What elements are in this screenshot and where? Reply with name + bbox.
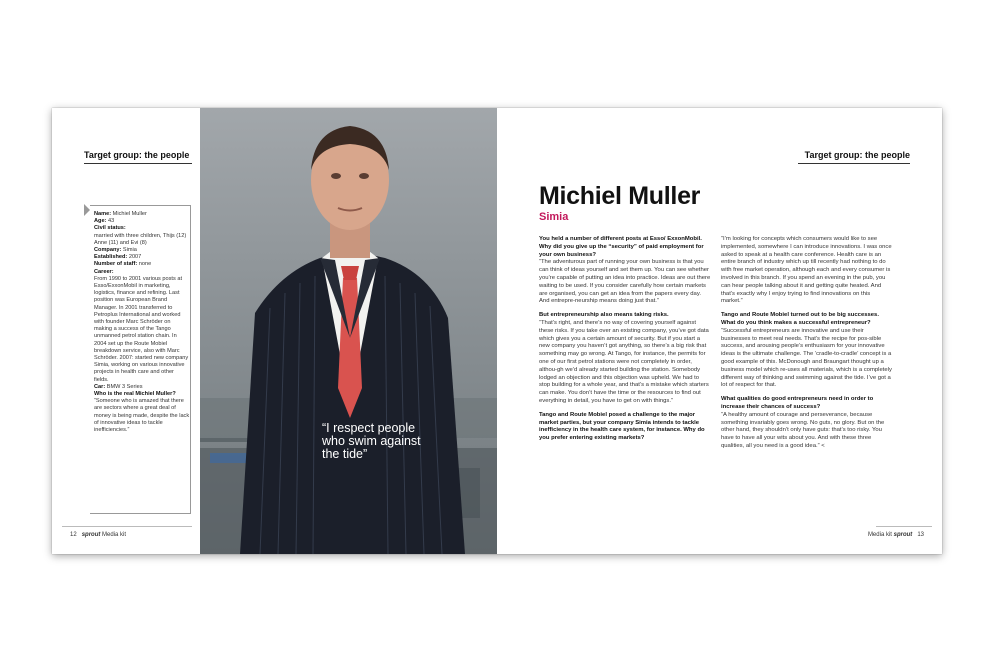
profile-company: Simia	[122, 247, 137, 254]
brand-logo: sprout	[893, 532, 913, 538]
portrait-photo	[200, 108, 497, 554]
interview-answer: “That’s right, and there’s no way of covering yourself against these risks. If you take over an existing company, you’ve got data which gives you a certain amount of security. But if you start a new company you haven’t got anything, so there’s a big risk that something may go wrong. At Tango, for instance, the permits for one of our first petrol stations were not completely in order, althou-gh we’d already started building the station. Somebody lodged an objection and this objection was upheld. We had to stop building for a whole year, and that’s a mistake which starters can make. You don’t have the time or the resources to find out everything in detail, you have to get on with things.”	[539, 319, 709, 404]
profile-real-answer: “Someone who is amazed that there are sectors where a great deal of money is being made, despite the lack of innovative ideas to tackle inefficiencies.”	[94, 398, 190, 434]
interview-answer: “A healthy amount of courage and perseverance, because something invariably goes wrong. No guts, no glory. But on the other hand, they shouldn’t only have guts: that’s too risky. You have to have all your wits about you. And with these three qualities, all you need is a good idea.” <	[721, 411, 885, 449]
section-heading: Target group: the people	[804, 150, 910, 160]
interview-question: But entrepreneurship also means taking risks.	[539, 312, 669, 319]
magazine-spread	[52, 108, 942, 554]
profile-info: Name: Michiel Muller Age: 43 Civil status: married with three children, Thijs (12) Anne (11) and Evi (8) Company: Simia Established: 2007 Number of staff: none Career: From 1990 to 2001 various posts at Esso/ExxonMobil in marketing, logistics, finance and refining. Last position was European Brand Manager. In 2001 transferred to Petroplus International and worked with founder Marc Schröder on making a success of the Tango unmanned petrol station chain. In 2004 set up the Route Mobiel breakdown service, also with Marc Schröder. 2007: started new company Simia, working on various innovative projects in health care and other fields. Car: BMW 3 Series Who is the real Michiel Muller? “Someone who is amazed that there are sectors where a great deal of money is being made, despite the lack of innovative ideas to tackle inefficiencies.”	[94, 211, 190, 434]
heading-rule	[798, 163, 910, 164]
profile-real-question: Who is the real Michiel Muller?	[94, 391, 176, 398]
portrait-illustration	[200, 108, 497, 554]
page-number: 12	[70, 532, 77, 538]
profile-car: BMW 3 Series	[106, 383, 143, 390]
interview-question: You held a number of different posts at Esso/ ExxonMobil. Why did you give up the “security” of paid employment for your own business?	[539, 236, 704, 258]
interview-answer: “I’m looking for concepts which consumers would like to see implemented, somewhere I can introduce innovations. I was once asked to speak at a health care conference. Health care is an entire branch of industry which up till recently had nothing to do with free market operation, although each and every consumer is involved in this branch. If you spend an evening in the pub, you can hear people talking about it and getting quite heated. And that’s exactly why I enjoy trying to find innovations on this market.”	[721, 236, 892, 305]
profile-civil-status: married with three children, Thijs (12) Anne (11) and Evi (8)	[94, 232, 187, 246]
article-column-2	[721, 236, 893, 457]
article-subtitle: Simia	[539, 211, 569, 223]
pull-quote: “I respect people who swim against the tide”	[322, 421, 421, 461]
footer-right: Media kit sprout 13	[867, 532, 924, 538]
interview-question: What qualities do good entrepreneurs need in order to increase their chances of success?	[721, 396, 874, 410]
article-title: Michiel Muller	[539, 182, 701, 210]
heading-rule	[84, 163, 192, 164]
article-column-1	[539, 236, 711, 449]
interview-answer: “The adventurous part of running your own business is that you can think of ideas yourself and set them up. You can see whether you’re capable of putting an idea into practice. Ideas are out there waiting to be used. If you consider carefully how certain markets are organised, you can get an idea from the papers every day. And entrepre-neurship means doing just that.”	[539, 259, 711, 305]
left-page	[52, 108, 200, 554]
profile-established: 2007	[128, 254, 142, 261]
footer-rule	[62, 526, 192, 527]
interview-question: Tango and Route Mobiel turned out to be big successes. What do you think makes a successful entrepreneur?	[721, 312, 879, 326]
section-heading: Target group: the people	[84, 150, 190, 160]
right-page	[497, 108, 942, 554]
interview-answer: “Successful entrepreneurs are innovative and use their businesses to meet real needs. That’s the recipe for pos-sible success, and arousing people’s enthusiasm for your innovative ideas is the ultimate challenge. The ‘cradle-to-cradle’ concept is a good example of this. McDonough and Braungart thought up a business model which re-uses all materials, which is a completely different way of thinking and swimming against the tide. I’ve got a lot of respect for that.	[721, 327, 892, 389]
profile-age: 43	[108, 218, 115, 225]
profile-staff: none	[138, 261, 152, 268]
profile-career: From 1990 to 2001 various posts at Esso/ExxonMobil in marketing, logistics, finance and refining. Last position was European Brand Manager. In 2001 transferred to Petroplus International and worked with founder Marc Schröder on making a success of the Tango unmanned petrol station chain. In 2004 set up the Route Mobiel breakdown service, also with Marc Schröder. 2007: started new company Simia, working on various innovative projects in health care and other fields.	[94, 275, 189, 383]
brand-logo: sprout	[81, 532, 101, 538]
footer-rule	[876, 526, 932, 527]
profile-name: Michiel Muller	[112, 211, 147, 217]
page-number: 13	[917, 532, 924, 538]
interview-question: Tango and Route Mobiel posed a challenge to the major market parties, but your company Simia intends to tackle inefficiency in the health care system, for instance. Why do you prefer entering existing markets?	[539, 411, 705, 442]
footer-left: 12 sprout Media kit	[70, 532, 127, 538]
